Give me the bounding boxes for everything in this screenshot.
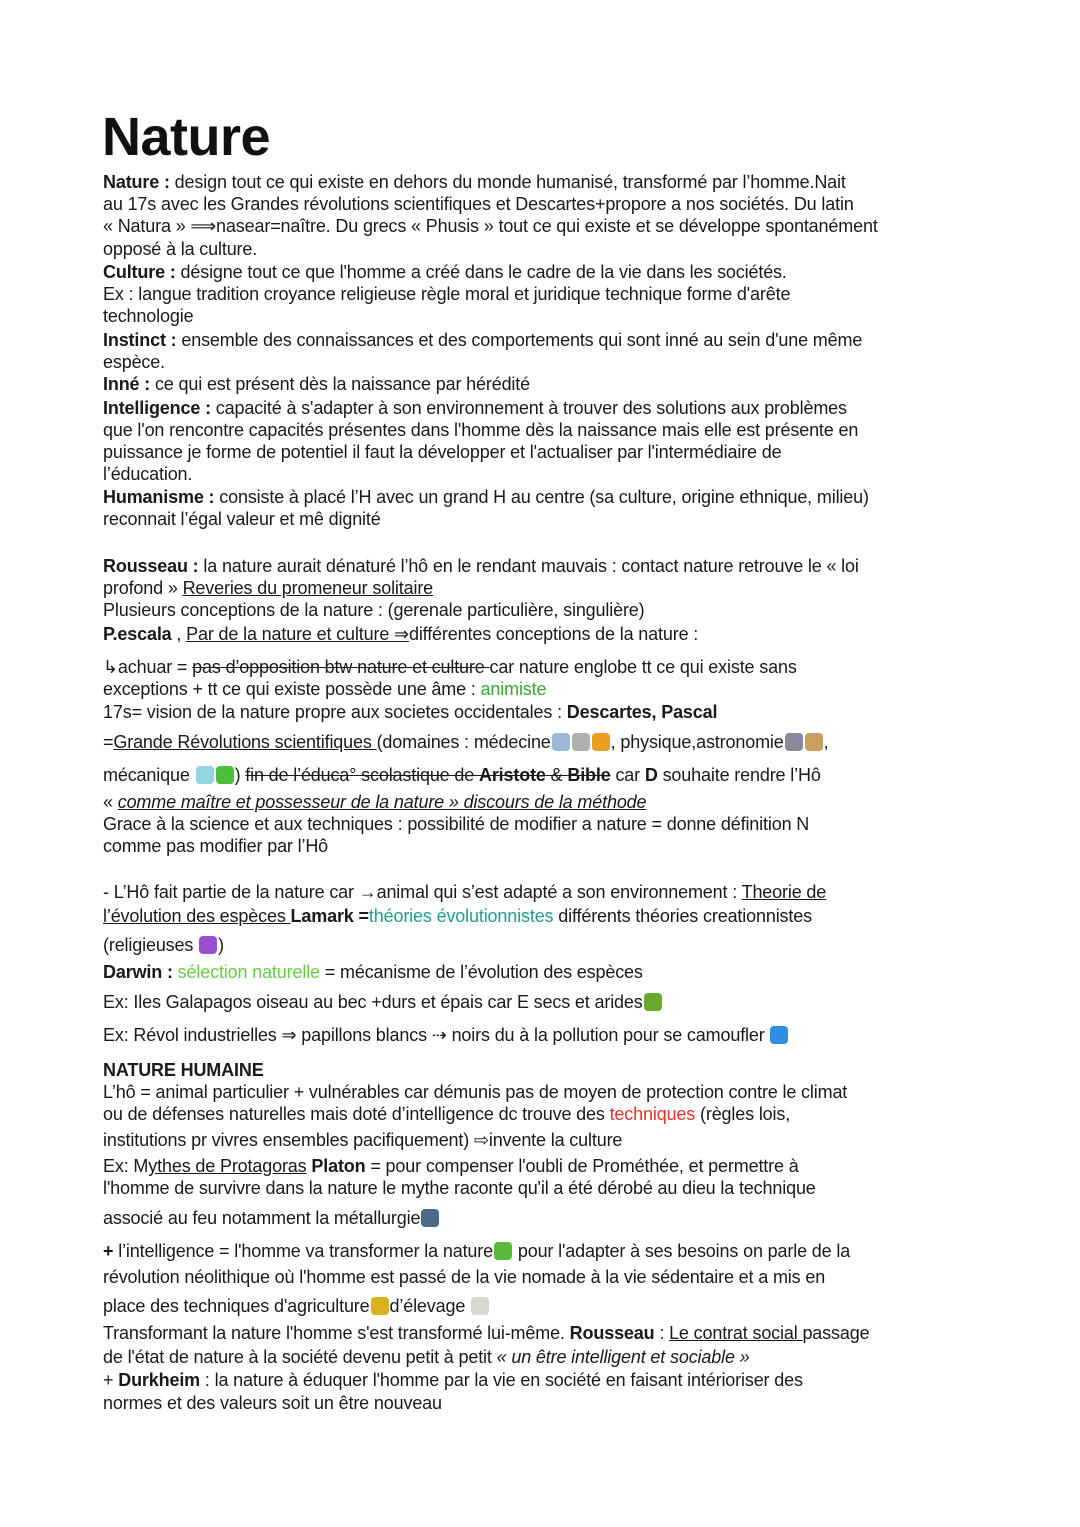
butterfly-icon [770,1026,788,1044]
text-segment: = mécanisme de l’évolution des espèces [319,962,643,982]
text-line [103,813,809,835]
text-segment: (religieuses [103,935,199,955]
text-segment: Reveries du promeneur solitaire [182,578,434,598]
text-line [103,193,854,215]
text-segment: ) [234,765,246,785]
text-line [103,1295,490,1317]
text-segment: technologie [103,306,194,326]
text-line [103,1103,790,1125]
factory-worker-icon [421,1209,439,1227]
text-segment: d’élevage [389,1296,471,1316]
text-line [103,1322,869,1344]
text-segment: révolution néolithique où l'homme est passé de la vie nomade à la vie sédentaire et a mis en [103,1267,826,1287]
text-segment: Plusieurs conceptions de la nature : (gerenale particulière, singulière) [103,600,645,620]
text-line [103,656,797,678]
text-segment: pas d’opposition btw nature et culture [192,657,490,677]
text-segment: associé au feu notamment la métallurgie [103,1208,421,1228]
text-line [103,1155,799,1177]
text-segment: passage [802,1323,870,1343]
text-segment: ) [218,935,224,955]
text-segment: P.escala [103,624,172,644]
text-line [103,791,646,813]
text-segment: L’hô = animal particulier + vulnérables car démunis pas de moyen de protection contre le climat [103,1082,848,1102]
text-line [103,238,257,260]
text-segment: car [610,765,645,785]
text-line [103,373,530,395]
parrot-icon [644,993,662,1011]
text-segment: au 17s avec les Grandes révolutions scientifiques et Descartes+propore a nos sociétés. Du latin [103,194,854,214]
text-segment: Instinct : [103,330,177,350]
text-segment: + [103,1370,119,1390]
text-segment: Ex : langue tradition croyance religieuse règle moral et juridique technique forme d'arête [103,284,791,304]
text-segment: design tout ce qui existe en dehors du monde humanisé, transformé par l’homme.Nait [169,172,846,192]
text-line [103,283,790,305]
telescope-icon [785,733,803,751]
text-segment: sélection naturelle [177,962,320,982]
text-segment: de l'état de nature à la société devenu petit à petit [103,1347,497,1367]
tractor-icon [371,1297,389,1315]
text-segment: (règles lois, [695,1104,791,1124]
text-line [103,881,826,903]
text-segment: = pour compenser l'oubli de Prométhée, et permettre à [365,1156,799,1176]
text-segment: Bible [567,765,611,785]
text-segment: fin de l’éduca° scolastique de [245,765,479,785]
text-segment: = [103,732,114,752]
text-line [103,961,643,983]
text-line [103,1081,847,1103]
text-segment: mécanique [103,765,195,785]
text-segment: l’éducation. [103,464,193,484]
text-segment: l’évolution des espèces [103,906,291,926]
text-line [103,1024,789,1046]
text-line [103,171,846,193]
text-line [103,1240,850,1262]
text-line [103,1059,264,1081]
text-segment: Nature : [103,172,170,192]
text-segment: Aristote [478,765,546,785]
text-segment: Descartes, Pascal [566,702,718,722]
text-segment: que l'on rencontre capacités présentes dans l'homme dès la naissance mais elle est présente en [103,420,859,440]
text-segment: Par de la nature et culture ⇒ [186,624,409,644]
text-segment: comme maître et possesseur de la nature » discours de la méthode [117,792,647,812]
text-line [103,329,862,351]
text-segment: Rousseau [569,1323,655,1343]
text-line [103,441,781,463]
text-segment: Grace à la science et aux techniques : possibilité de modifier a nature = donne définition N [103,814,810,834]
text-line [103,764,821,786]
text-segment: reconnait l’égal valeur et mê dignité [103,509,381,529]
text-line [103,1129,622,1151]
text-line [103,305,193,327]
seedling-icon [494,1242,512,1260]
text-segment: : la nature à éduquer l'homme par la vie en société en faisant intérioriser des [200,1370,803,1390]
text-line [103,397,847,419]
text-line [103,1369,803,1391]
text-segment: - L’Hô fait partie de la nature car →animal qui s’est adapté a son environnement : [103,882,742,902]
syringe-icon [552,733,570,751]
text-segment: Grande Révolutions scientifiques [113,732,377,752]
text-segment: place des techniques d'agriculture [103,1296,370,1316]
text-segment: consiste à placé l’H avec un grand H au centre (sa culture, origine ethnique, milieu) [214,487,869,507]
text-line [103,351,165,373]
text-line [103,508,381,530]
text-segment: ythes de Protagoras [148,1156,307,1176]
text-segment: théories évolutionnistes [368,906,554,926]
text-segment: normes et des valeurs soit un être nouveau [103,1393,442,1413]
text-segment: car nature englobe tt ce qui existe sans [489,657,797,677]
text-segment: opposé à la culture. [103,239,258,259]
text-segment: Inné : [103,374,151,394]
text-line [103,463,192,485]
text-line [103,623,698,645]
text-line [103,905,812,927]
text-segment: la nature aurait dénaturé l’hô en le rendant mauvais : contact nature retrouve le « loi [198,556,859,576]
text-line [103,1266,825,1288]
text-segment: l'homme de survivre dans la nature le mythe raconte qu'il a été dérobé au dieu la technique [103,1178,816,1198]
text-segment: espèce. [103,352,165,372]
text-segment: puissance je forme de potentiel il faut la développer et l'actualiser par l'intermédiaire de [103,442,782,462]
text-segment: ↳achuar = [103,657,193,677]
text-line [103,991,663,1013]
text-line [103,577,433,599]
text-segment: & [545,765,568,785]
text-line [103,261,787,283]
text-segment: , [171,624,187,644]
text-segment: l’intelligence = l'homme va transformer la nature [113,1241,493,1261]
text-line [103,731,828,753]
text-segment: institutions pr vivres ensembles pacifiquement) ⇨invente la culture [103,1130,623,1150]
text-segment: NATURE HUMAINE [103,1060,264,1080]
text-line [103,599,645,621]
text-segment: différents théories creationnistes [553,906,812,926]
text-segment: « un être intelligent et sociable » [496,1347,750,1367]
latin-cross-icon [199,936,217,954]
text-segment: D [644,765,658,785]
text-line [103,555,859,577]
pill-icon [592,733,610,751]
text-line [103,835,328,857]
text-segment: animiste [480,679,547,699]
text-line [103,1177,816,1199]
text-segment: Durkheim [118,1370,201,1390]
text-line [103,486,869,508]
text-line [103,701,717,723]
text-segment: ou de défenses naturelles mais doté d’intelligence dc trouve des [103,1104,610,1124]
text-line [103,419,858,441]
crystal-ball-icon [196,766,214,784]
text-segment: , physique,astronomie [610,732,784,752]
page-title: Nature [102,107,271,167]
text-line [103,934,224,956]
test-tube-icon [216,766,234,784]
text-segment: Theorie de [741,882,827,902]
text-line [103,1392,442,1414]
text-segment: Ex: M [103,1156,149,1176]
text-segment: souhaite rendre l’Hô [657,765,821,785]
text-segment: profond » [103,578,183,598]
text-segment: comme pas modifier par l’Hô [103,836,329,856]
sheep-icon [471,1297,489,1315]
text-segment: « [103,792,118,812]
text-segment: ensemble des connaissances et des comportements qui sont inné au sein d'une même [176,330,863,350]
ringed-planet-icon [805,733,823,751]
text-segment: Ex: Révol industrielles ⇒ papillons blancs ⇢ noirs du à la pollution pour se camoufler [103,1025,770,1045]
text-segment: : [654,1323,670,1343]
text-line [103,1346,750,1368]
text-segment: Humanisme : [103,487,215,507]
text-segment: , [823,732,829,752]
text-segment: ce qui est présent dès la naissance par hérédité [150,374,530,394]
text-segment: Lamark = [290,906,369,926]
text-segment: (domaines : médecine [376,732,551,752]
text-segment: Culture : [103,262,176,282]
text-segment: Platon [311,1156,366,1176]
text-segment: Intelligence : [103,398,211,418]
text-segment: Ex: Iles Galapagos oiseau au bec +durs et épais car E secs et arides [103,992,643,1012]
text-line [103,678,546,700]
stethoscope-icon [572,733,590,751]
text-segment: pour l'adapter à ses besoins on parle de la [513,1241,851,1261]
text-segment: capacité à s'adapter à son environnement à trouver des solutions aux problèmes [210,398,847,418]
text-segment: + [103,1241,114,1261]
text-segment: différentes conceptions de la nature : [408,624,699,644]
text-segment: techniques [609,1104,696,1124]
text-segment: désigne tout ce que l'homme a créé dans le cadre de la vie dans les sociétés. [175,262,787,282]
text-segment: Le contrat social [669,1323,803,1343]
text-line [103,1207,440,1229]
text-line [103,215,878,237]
text-segment: Rousseau : [103,556,199,576]
text-segment: Darwin : [103,962,173,982]
text-segment: « Natura » ⟹nasear=naître. Du grecs « Phusis » tout ce qui existe et se développe spontanément [103,216,878,236]
text-segment: Transformant la nature l'homme s'est transformé lui-même. [103,1323,570,1343]
text-segment: 17s= vision de la nature propre aux societes occidentales : [103,702,567,722]
text-segment: exceptions + tt ce qui existe possède une âme : [103,679,481,699]
